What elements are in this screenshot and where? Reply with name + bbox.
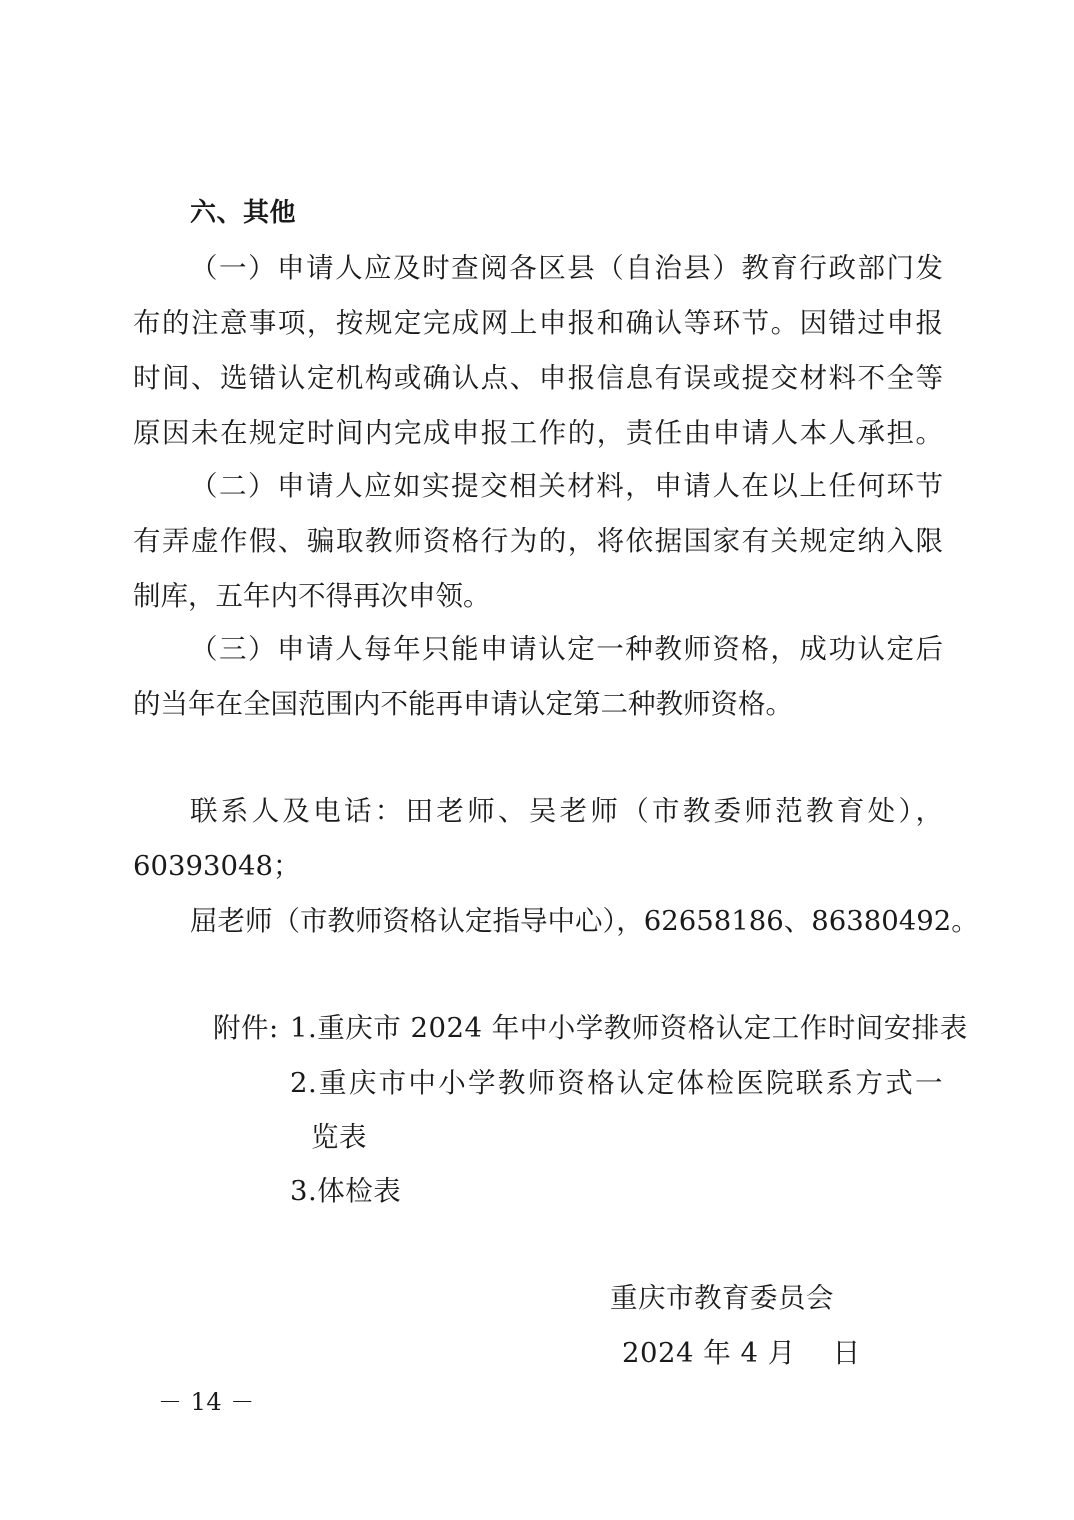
paragraph-3 (133, 629, 943, 724)
contact-block (133, 791, 979, 941)
contact-line: 屈老师（市教师资格认定指导中心），62658186、86380492。 (190, 905, 979, 937)
paragraph-1-line: 时间、选错认定机构或确认点、申报信息有误或提交材料不全等 (133, 362, 943, 394)
paragraph-2-line: 制库，五年内不得再次申领。 (133, 580, 491, 612)
issue-date: 2024 年 4 月 日 (622, 1337, 861, 1369)
attachment-item: 1.重庆市 2024 年中小学教师资格认定工作时间安排表 (290, 1012, 968, 1044)
page-number: － 14 － (158, 1388, 255, 1416)
paragraph-2-line: （二）申请人应如实提交相关材料，申请人在以上任何环节 (190, 470, 943, 502)
attachment-item: 3.体检表 (290, 1175, 402, 1207)
paragraph-2 (133, 466, 943, 616)
issuing-organization: 重庆市教育委员会 (610, 1282, 834, 1314)
attachments-label: 附件: (213, 1012, 279, 1044)
paragraph-1-line: （一）申请人应及时查阅各区县（自治县）教育行政部门发 (190, 252, 943, 284)
section-heading: 六、其他 (190, 198, 297, 228)
paragraph-1-line: 原因未在规定时间内完成申报工作的，责任由申请人本人承担。 (133, 417, 943, 449)
paragraph-3-line: 的当年在全国范围内不能再申请认定第二种教师资格。 (133, 688, 793, 720)
paragraph-2-line: 有弄虚作假、骗取教师资格行为的，将依据国家有关规定纳入限 (133, 525, 943, 557)
attachment-item-continued: 览表 (311, 1121, 367, 1153)
contact-line: 联系人及电话：田老师、吴老师（市教委师范教育处）， (190, 795, 943, 827)
contact-phone: 60393048； (133, 850, 301, 882)
paragraph-3-line: （三）申请人每年只能申请认定一种教师资格，成功认定后 (190, 633, 943, 665)
attachment-item: 2.重庆市中小学教师资格认定体检医院联系方式一 (290, 1067, 943, 1099)
paragraph-1 (133, 248, 943, 453)
paragraph-1-line: 布的注意事项，按规定完成网上申报和确认等环节。因错过申报 (133, 307, 943, 339)
